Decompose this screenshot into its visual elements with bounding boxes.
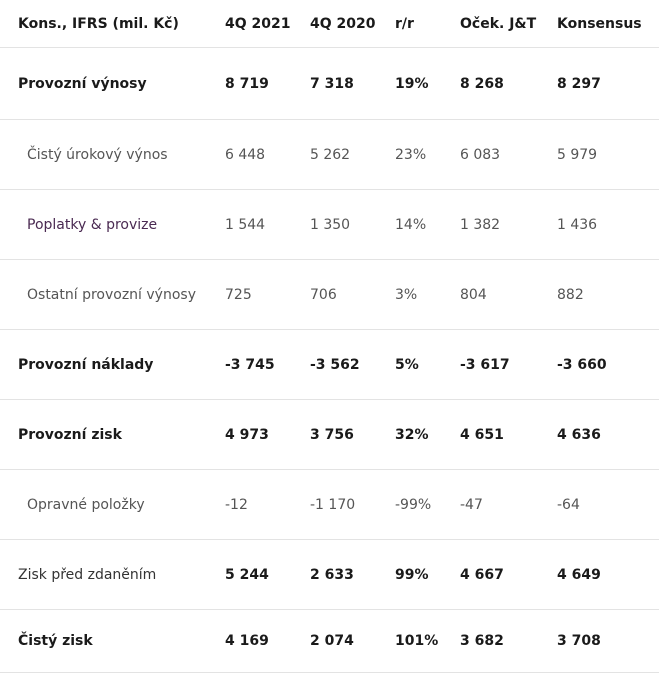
table-header-row (0, 0, 659, 48)
cell-q4-2020: 7 318 (310, 75, 354, 92)
row-label: Poplatky & provize (27, 216, 158, 233)
header-consensus: Konsensus (557, 15, 642, 32)
cell-q4-2020: 706 (310, 286, 337, 303)
cell-q4-2020: 5 262 (310, 146, 351, 163)
cell-q4-2020: 2 074 (310, 633, 354, 649)
cell-q4-2021: -3 745 (225, 356, 275, 373)
cell-jt: -47 (460, 496, 483, 513)
row-label: Zisk před zdaněním (18, 566, 157, 583)
row-label: Opravné položky (27, 496, 145, 513)
cell-jt: -3 617 (460, 356, 510, 373)
row-label: Ostatní provozní výnosy (27, 286, 196, 303)
cell-jt: 6 083 (460, 146, 501, 163)
row-label: Provozní výnosy (18, 75, 147, 92)
header-q4-2021: 4Q 2021 (225, 15, 291, 32)
table-row-profit-before-tax (0, 540, 659, 610)
table-row-operating-costs (0, 330, 659, 400)
cell-yoy: 99% (395, 566, 429, 583)
row-label: Provozní zisk (18, 426, 122, 443)
row-label: Čistý úrokový výnos (27, 146, 168, 163)
cell-q4-2021: -12 (225, 496, 248, 513)
table-row-net-profit (0, 610, 659, 673)
cell-q4-2020: -1 170 (310, 496, 356, 513)
header-q4-2020: 4Q 2020 (310, 15, 376, 32)
cell-q4-2021: 4 973 (225, 426, 269, 443)
cell-consensus: 4 636 (557, 426, 601, 443)
cell-yoy: 19% (395, 75, 429, 92)
cell-consensus: 3 708 (557, 633, 601, 649)
row-label: Čistý zisk (18, 633, 93, 649)
cell-yoy: -99% (395, 496, 432, 513)
cell-jt: 804 (460, 286, 487, 303)
header-yoy: r/r (395, 15, 414, 32)
cell-jt: 3 682 (460, 633, 504, 649)
cell-q4-2021: 6 448 (225, 146, 266, 163)
cell-q4-2021: 725 (225, 286, 252, 303)
cell-consensus: 882 (557, 286, 584, 303)
cell-q4-2021: 4 169 (225, 633, 269, 649)
cell-consensus: 1 436 (557, 216, 598, 233)
cell-q4-2021: 8 719 (225, 75, 269, 92)
table-row-net-interest-income (0, 120, 659, 190)
cell-jt: 8 268 (460, 75, 504, 92)
cell-q4-2020: -3 562 (310, 356, 360, 373)
cell-q4-2021: 1 544 (225, 216, 266, 233)
table-row-operating-revenue (0, 48, 659, 120)
cell-consensus: -64 (557, 496, 580, 513)
cell-yoy: 101% (395, 633, 439, 649)
cell-consensus: 8 297 (557, 75, 601, 92)
table-row-operating-profit (0, 400, 659, 470)
table-row-provisions (0, 470, 659, 540)
table-row-other-operating-revenue (0, 260, 659, 330)
cell-q4-2020: 2 633 (310, 566, 354, 583)
table-row-fees-commissions (0, 190, 659, 260)
cell-yoy: 3% (395, 286, 418, 303)
row-label: Provozní náklady (18, 356, 154, 373)
header-label: Kons., IFRS (mil. Kč) (18, 15, 179, 32)
cell-consensus: 4 649 (557, 566, 601, 583)
cell-yoy: 32% (395, 426, 429, 443)
cell-yoy: 23% (395, 146, 427, 163)
cell-q4-2021: 5 244 (225, 566, 269, 583)
cell-jt: 1 382 (460, 216, 501, 233)
cell-jt: 4 651 (460, 426, 504, 443)
cell-yoy: 5% (395, 356, 419, 373)
cell-jt: 4 667 (460, 566, 504, 583)
cell-consensus: 5 979 (557, 146, 598, 163)
cell-q4-2020: 3 756 (310, 426, 354, 443)
cell-q4-2020: 1 350 (310, 216, 351, 233)
header-jt-expectation: Oček. J&T (460, 15, 537, 32)
cell-consensus: -3 660 (557, 356, 607, 373)
cell-yoy: 14% (395, 216, 427, 233)
